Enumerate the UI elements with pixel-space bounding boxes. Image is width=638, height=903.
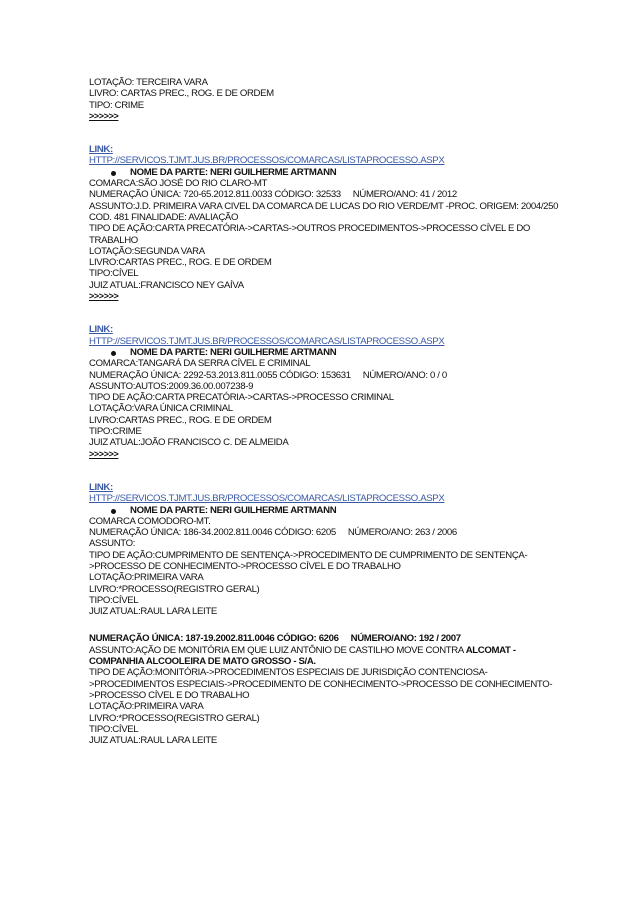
bullet-icon xyxy=(111,351,116,356)
case-block-1 xyxy=(89,144,559,302)
comarca-line: COMARCA COMODORO-MT. xyxy=(89,515,211,527)
tipo-acao-line: TIPO DE AÇÃO:CARTA PRECATÓRIA->CARTAS->PROCESSO CRIMINAL xyxy=(89,392,394,404)
link-label: LINK: xyxy=(89,144,113,156)
numeracao-line: NUMERAÇÃO ÚNICA: 2292-53.2013.811.0055 CÓDIGO: 153631 NÚMERO/ANO: 0 / 0 xyxy=(89,369,447,381)
assunto-line: ASSUNTO:AÇÃO DE MONITÓRIA EM QUE LUIZ ANTÔNIO DE CASTILHO MOVE CONTRA ALCOMAT - COMPANHIA ALCOOLEIRA DE MATO GROSSO - S/A. xyxy=(89,644,516,668)
juiz-line: JUIZ ATUAL:RAUL LARA LEITE xyxy=(89,735,217,747)
tipo-acao-line: TIPO DE AÇÃO:CARTA PRECATÓRIA->CARTAS->OUTROS PROCEDIMENTOS->PROCESSO CÍVEL E DO TRABALHO xyxy=(89,223,531,246)
case-block-0 xyxy=(89,77,559,122)
juiz-line: JUIZ ATUAL:RAUL LARA LEITE xyxy=(89,606,217,618)
tipo-line: TIPO:CÍVEL xyxy=(89,594,139,606)
numeracao-line: NUMERAÇÃO ÚNICA: 186-34.2002.811.0046 CÓDIGO: 6205 NÚMERO/ANO: 263 / 2006 xyxy=(89,527,457,539)
tipo-line: TIPO:CÍVEL xyxy=(89,723,139,735)
comarca-line: COMARCA:TANGARÁ DA SERRA CÍVEL E CRIMINAL xyxy=(89,358,311,370)
tipo-acao-line: TIPO DE AÇÃO:CUMPRIMENTO DE SENTENÇA->PROCEDIMENTO DE CUMPRIMENTO DE SENTENÇA->PROCESSO DE CONHECIMENTO->PROCESSO CÍVEL E DO TRABALHO xyxy=(89,549,528,572)
separator-arrows: >>>>>> xyxy=(89,110,119,121)
tipo-line: TIPO:CÍVEL xyxy=(89,268,139,280)
comarca-line: COMARCA:SÃO JOSÉ DO RIO CLARO-MT xyxy=(89,178,268,190)
process-list-link[interactable]: HTTP://SERVICOS.TJMT.JUS.BR/PROCESSOS/COMARCAS/LISTAPROCESSO.ASPX xyxy=(89,335,445,347)
bullet-icon xyxy=(111,509,116,514)
livro-line: LIVRO:CARTAS PREC., ROG. E DE ORDEM xyxy=(89,414,272,426)
link-label: LINK: xyxy=(89,481,113,493)
document-page xyxy=(89,77,559,746)
juiz-line: JUIZ ATUAL:FRANCISCO NEY GAÍVA xyxy=(89,279,244,291)
livro-line: LIVRO: CARTAS PREC., ROG. E DE ORDEM xyxy=(89,88,274,100)
process-list-link[interactable]: HTTP://SERVICOS.TJMT.JUS.BR/PROCESSOS/COMARCAS/LISTAPROCESSO.ASPX xyxy=(89,493,445,505)
tipo-line: TIPO: CRIME xyxy=(89,99,144,111)
link-label: LINK: xyxy=(89,324,113,336)
lotacao-line: LOTAÇÃO:PRIMEIRA VARA xyxy=(89,701,204,713)
tipo-line: TIPO:CRIME xyxy=(89,426,142,438)
tipo-acao-line: TIPO DE AÇÃO:MONITÓRIA->PROCEDIMENTOS ESPECIAIS DE JURISDIÇÃO CONTENCIOSA->PROCEDIMENTOS ESPECIAIS->PROCEDIMENTO DE CONHECIMENTO->PROCESSO DE CONHECIMENTO->PROCESSO CÍVEL E DO TRABALHO xyxy=(89,667,553,701)
lotacao-line: LOTAÇÃO:PRIMEIRA VARA xyxy=(89,572,204,584)
process-list-link[interactable]: HTTP://SERVICOS.TJMT.JUS.BR/PROCESSOS/COMARCAS/LISTAPROCESSO.ASPX xyxy=(89,155,445,167)
lotacao-line: LOTAÇÃO: TERCEIRA VARA xyxy=(89,77,208,88)
livro-line: LIVRO:*PROCESSO(REGISTRO GERAL) xyxy=(89,583,260,595)
livro-line: LIVRO:*PROCESSO(REGISTRO GERAL) xyxy=(89,712,260,724)
party-name-item: NOME DA PARTE: NERI GUILHERME ARTMANN xyxy=(89,347,559,358)
party-name-item: NOME DA PARTE: NERI GUILHERME ARTMANN xyxy=(89,505,559,516)
lotacao-line: LOTAÇÃO:SEGUNDA VARA xyxy=(89,245,205,257)
numeracao-line: NUMERAÇÃO ÚNICA: 720-65.2012.811.0033 CÓDIGO: 32533 NÚMERO/ANO: 41 / 2012 xyxy=(89,189,457,201)
assunto-line: ASSUNTO: xyxy=(89,538,136,550)
party-name-item: NOME DA PARTE: NERI GUILHERME ARTMANN xyxy=(89,167,559,178)
assunto-line: ASSUNTO:AUTOS:2009.36.00.007238-9 xyxy=(89,380,254,392)
case-block-4 xyxy=(89,633,559,746)
livro-line: LIVRO:CARTAS PREC., ROG. E DE ORDEM xyxy=(89,257,272,269)
juiz-line: JUIZ ATUAL:JOÃO FRANCISCO C. DE ALMEIDA xyxy=(89,437,289,449)
bullet-icon xyxy=(111,171,116,176)
lotacao-line: LOTAÇÃO:VARA ÚNICA CRIMINAL xyxy=(89,403,233,415)
separator-arrows: >>>>>> xyxy=(89,448,119,459)
case-block-3 xyxy=(89,482,559,618)
separator-arrows: >>>>>> xyxy=(89,291,119,302)
assunto-line: ASSUNTO:J.D. PRIMEIRA VARA CIVEL DA COMARCA DE LUCAS DO RIO VERDE/MT -PROC. ORIGEM: 2004/250 COD. 481 FINALIDADE: AVALIAÇÃO xyxy=(89,200,559,223)
numeracao-line: NUMERAÇÃO ÚNICA: 187-19.2002.811.0046 CÓDIGO: 6206 NÚMERO/ANO: 192 / 2007 xyxy=(89,633,461,645)
case-block-2 xyxy=(89,324,559,460)
